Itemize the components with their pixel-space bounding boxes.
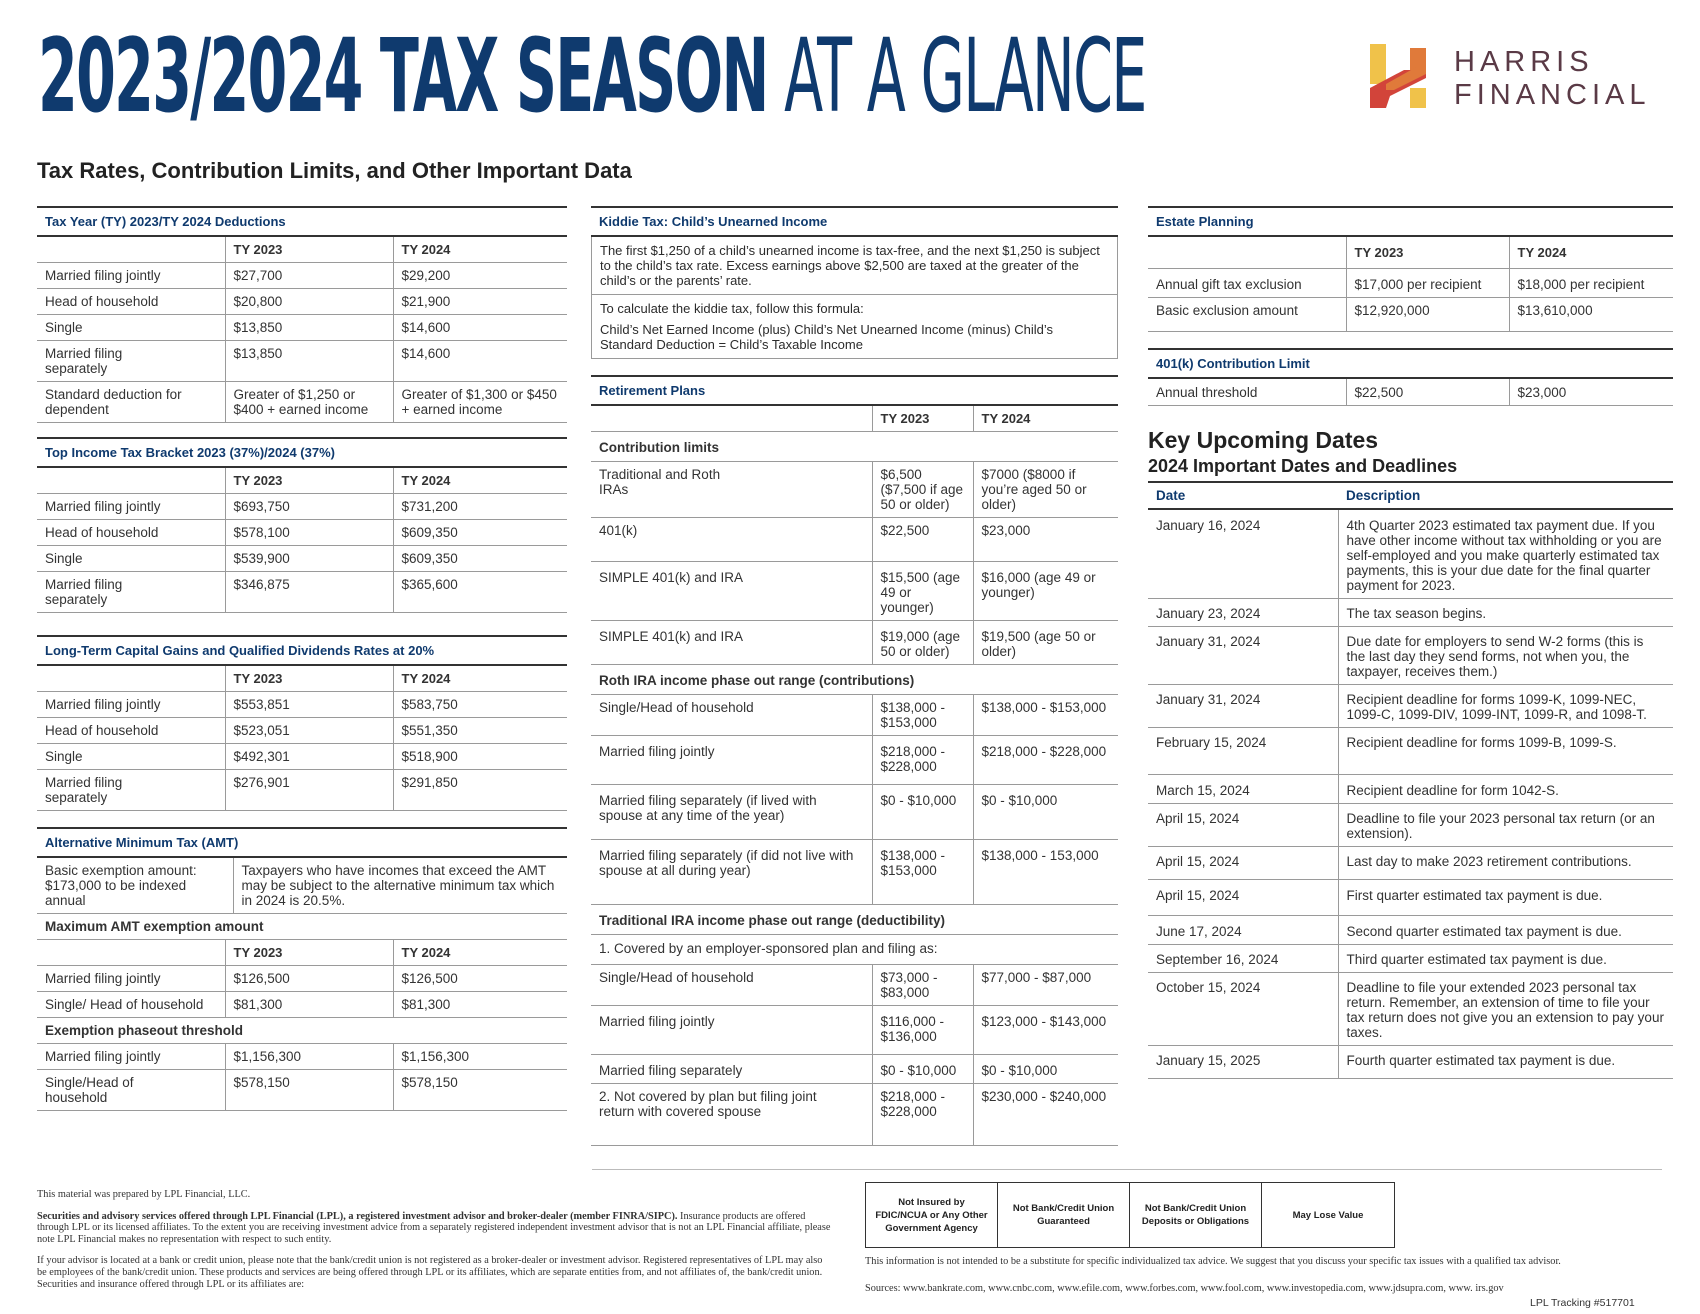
- dates-table: [1148, 481, 1673, 1079]
- page-title: [38, 17, 1146, 136]
- table-row: Married filing separately $276,901 $291,850: [37, 770, 567, 811]
- table-row: Annual threshold $22,500 $23,000: [1148, 379, 1673, 406]
- table-header-row: TY 2023 TY 2024: [37, 468, 567, 494]
- amt-basic-left: Basic exemption amount: $173,000 to be indexed annual: [37, 858, 233, 914]
- table-row: April 15, 2024 Deadline to file your 2023 personal tax return (or an extension).: [1148, 804, 1673, 847]
- roth-label-row: Roth IRA income phase out range (contributions): [591, 665, 1118, 695]
- table-row: Single $13,850 $14,600: [37, 315, 567, 341]
- amt-title: Alternative Minimum Tax (AMT): [37, 827, 567, 858]
- tracking-number: LPL Tracking #517701: [1530, 1297, 1635, 1309]
- badge-not-guaranteed: Not Bank/Credit Union Guaranteed: [998, 1183, 1130, 1247]
- table-row: January 31, 2024 Recipient deadline for forms 1099-K, 1099-NEC, 1099-C, 1099-DIV, 1099-INT, 1099-R, and 1098-T.: [1148, 685, 1673, 728]
- table-row: February 15, 2024 Recipient deadline for forms 1099-B, 1099-S.: [1148, 728, 1673, 775]
- logo-h-icon: [1364, 44, 1432, 108]
- table-row: April 15, 2024 First quarter estimated tax payment is due.: [1148, 880, 1673, 916]
- table-row: Standard deduction for dependent Greater of $1,250 or $400 + earned income Greater of $1,300 or $450 + earned income: [37, 382, 567, 423]
- table-row: January 16, 2024 4th Quarter 2023 estimated tax payment due. If you have other income without tax withholding or you are self-employed and you make quarterly estimated tax payments, this is your due date for the final quarter payment for 2023.: [1148, 509, 1673, 599]
- prepared-note: This material was prepared by LPL Financial, LLC.: [37, 1189, 251, 1200]
- key-dates-title: Key Upcoming Dates: [1148, 427, 1379, 453]
- kiddie-box: [591, 237, 1118, 359]
- table-row: Married filing jointly $1,156,300 $1,156,300: [37, 1044, 567, 1070]
- top-bracket-title: Top Income Tax Bracket 2023 (37%)/2024 (37%): [37, 437, 567, 468]
- table-header-row: TY 2023 TY 2024: [1148, 237, 1673, 269]
- kiddie-title: Kiddie Tax: Child’s Unearned Income: [591, 206, 1118, 237]
- table-header-row: TY 2023 TY 2024: [37, 940, 567, 966]
- table-row: Married filing jointly $116,000 - $136,000 $123,000 - $143,000: [591, 1006, 1118, 1055]
- badge-not-insured: Not Insured by FDIC/NCUA or Any Other Government Agency: [866, 1183, 998, 1247]
- k401-table: [1148, 379, 1673, 406]
- footer-legal: [37, 1189, 832, 1300]
- table-row: March 15, 2024 Recipient deadline for form 1042-S.: [1148, 775, 1673, 804]
- table-row: Married filing separately (if lived with spouse at any time of the year) $0 - $10,000 $0 - $10,000: [591, 785, 1118, 840]
- table-row: Single/Head of household $73,000 - $83,000 $77,000 - $87,000: [591, 965, 1118, 1006]
- column-right: [1148, 206, 1673, 1079]
- kiddie-paragraph-1: The first $1,250 of a child’s unearned income is tax-free, and the next $1,250 is subject to the child’s tax rate. Excess earnings above $2,500 are taxed at the greater of the child’s or the parents’ rate.: [592, 237, 1117, 295]
- table-row: Married filing separately $13,850 $14,600: [37, 341, 567, 382]
- key-dates-subtitle: 2024 Important Dates and Deadlines: [1148, 456, 1458, 476]
- securities-note: Securities and advisory services offered through LPL Financial (LPL), a registered investment advisor and broker-dealer (member FINRA/SIPC). Insurance products are offered through LPL or its licensed affiliates. To the extent you are receiving investment advice from a separately registered independent investment advisor that is not an LPL Financial affiliate, please note LPL Financial makes no representation with respect to such entity.: [37, 1210, 831, 1245]
- table-row: Married filing separately $346,875 $365,600: [37, 572, 567, 613]
- table-row: Annual gift tax exclusion $17,000 per recipient $18,000 per recipient: [1148, 269, 1673, 298]
- table-row: Married filing jointly $27,700 $29,200: [37, 263, 567, 289]
- table-row: Married filing jointly $553,851 $583,750: [37, 692, 567, 718]
- table-row: January 23, 2024 The tax season begins.: [1148, 599, 1673, 627]
- retirement-title: Retirement Plans: [591, 375, 1118, 406]
- tax-advice-disclaimer: This information is not intended to be a substitute for specific individualized tax advice. We suggest that you discuss your specific tax issues with a qualified tax advisor.: [865, 1256, 1561, 1267]
- top-bracket-table: [37, 468, 567, 613]
- table-row: 401(k) $22,500 $23,000: [591, 518, 1118, 562]
- capital-gains-table: [37, 666, 567, 811]
- trad-sub-row: 1. Covered by an employer-sponsored plan and filing as:: [591, 935, 1118, 965]
- deductions-table: [37, 237, 567, 423]
- logo-line1: HARRIS: [1454, 46, 1594, 78]
- table-row: Single/ Head of household $81,300 $81,300: [37, 992, 567, 1018]
- trad-label-row: Traditional IRA income phase out range (deductibility): [591, 905, 1118, 935]
- harris-financial-logo: [1364, 44, 1664, 114]
- table-row: Single/Head of household $578,150 $578,150: [37, 1070, 567, 1111]
- estate-title: Estate Planning: [1148, 206, 1673, 237]
- table-row: June 17, 2024 Second quarter estimated tax payment is due.: [1148, 916, 1673, 945]
- deductions-title: Tax Year (TY) 2023/TY 2024 Deductions: [37, 206, 567, 237]
- title-light: AT A GLANCE: [767, 17, 1146, 136]
- table-row: Married filing jointly $218,000 - $228,000 $218,000 - $228,000: [591, 736, 1118, 785]
- table-row: Single/Head of household $138,000 - $153,000 $138,000 - $153,000: [591, 695, 1118, 736]
- sources-line: Sources: www.bankrate.com, www.cnbc.com, www.efile.com, www.forbes.com, www.fool.com, www.investopedia.com, www.jdsupra.com, www. irs.gov: [865, 1283, 1504, 1294]
- table-row: Single $492,301 $518,900: [37, 744, 567, 770]
- footer-divider: [592, 1169, 1662, 1170]
- badge-not-deposits: Not Bank/Credit Union Deposits or Obligations: [1130, 1183, 1262, 1247]
- table-row: October 15, 2024 Deadline to file your extended 2023 personal tax return. Remember, an extension of time to file your tax return does not give you an extension to pay your taxes.: [1148, 973, 1673, 1046]
- table-row: Married filing jointly $693,750 $731,200: [37, 494, 567, 520]
- estate-table: [1148, 237, 1673, 332]
- table-row: Head of household $523,051 $551,350: [37, 718, 567, 744]
- table-row: Head of household $578,100 $609,350: [37, 520, 567, 546]
- table-row: SIMPLE 401(k) and IRA $15,500 (age 49 or younger) $16,000 (age 49 or younger): [591, 562, 1118, 621]
- column-middle: [591, 206, 1118, 1146]
- key-dates-section: [1148, 427, 1673, 477]
- table-row: Traditional and Roth IRAs $6,500 ($7,500 if age 50 or older) $7000 ($8000 if you’re aged 50 or older): [591, 462, 1118, 518]
- table-row: January 31, 2024 Due date for employers to send W-2 forms (this is the last day they send forms, not when you, the taxpayer, receives them.): [1148, 627, 1673, 685]
- column-left: [37, 206, 567, 1111]
- amt-max-label-row: Maximum AMT exemption amount: [37, 914, 567, 940]
- bank-note: If your advisor is located at a bank or credit union, please note that the bank/credit union is not registered as a broker-dealer or investment advisor. Registered representatives of LPL may also be employees of the bank/credit union. These products and services are being offered through LPL or its affiliates, which are separate entities from, and not affiliates of, the bank/credit union. Securities and insurance offered through LPL or its affiliates are:: [37, 1255, 823, 1290]
- logo-line2: FINANCIAL: [1454, 79, 1651, 111]
- amt-max-table: [37, 914, 567, 1111]
- table-row: Married filing jointly $126,500 $126,500: [37, 966, 567, 992]
- badge-may-lose-value: May Lose Value: [1292, 1209, 1364, 1221]
- retirement-table: [591, 406, 1118, 1146]
- table-row: April 15, 2024 Last day to make 2023 retirement contributions.: [1148, 847, 1673, 880]
- table-row: 2. Not covered by plan but filing joint return with covered spouse $218,000 - $228,000 $230,000 - $240,000: [591, 1084, 1118, 1146]
- table-header-row: TY 2023 TY 2024: [37, 237, 567, 263]
- table-row: Married filing separately (if did not live with spouse at all during year) $138,000 - $153,000 $138,000 - 153,000: [591, 840, 1118, 905]
- table-header-row: TY 2023 TY 2024: [591, 406, 1118, 432]
- table-row: Head of household $20,800 $21,900: [37, 289, 567, 315]
- table-header-row: TY 2023 TY 2024: [37, 666, 567, 692]
- amt-phaseout-label-row: Exemption phaseout threshold: [37, 1018, 567, 1044]
- table-row: September 16, 2024 Third quarter estimated tax payment is due.: [1148, 945, 1673, 973]
- table-row: January 15, 2025 Fourth quarter estimated tax payment is due.: [1148, 1046, 1673, 1079]
- table-row: [37, 858, 567, 914]
- table-row: Single $539,900 $609,350: [37, 546, 567, 572]
- kiddie-formula: Child’s Net Earned Income (plus) Child’s Net Unearned Income (minus) Child’s Standard Deduction = Child’s Taxable Income: [600, 322, 1054, 352]
- title-bold: 2023/2024 TAX SEASON: [38, 17, 768, 136]
- kiddie-paragraph-2: To calculate the kiddie tax, follow this formula:: [600, 301, 864, 316]
- insurance-badges: [865, 1182, 1395, 1248]
- table-row: SIMPLE 401(k) and IRA $19,000 (age 50 or older) $19,500 (age 50 or older): [591, 621, 1118, 665]
- amt-basic-right: Taxpayers who have incomes that exceed the AMT may be subject to the alternative minimum tax which in 2024 is 20.5%.: [233, 858, 567, 914]
- capital-gains-title: Long-Term Capital Gains and Qualified Dividends Rates at 20%: [37, 635, 567, 666]
- table-header-row: Date Description: [1148, 482, 1673, 509]
- k401-title: 401(k) Contribution Limit: [1148, 348, 1673, 379]
- contrib-label-row: Contribution limits: [591, 432, 1118, 462]
- page-subtitle: Tax Rates, Contribution Limits, and Other Important Data: [37, 158, 632, 183]
- table-row: Basic exclusion amount $12,920,000 $13,610,000: [1148, 298, 1673, 332]
- amt-basic-table: [37, 858, 567, 914]
- table-row: Married filing separately $0 - $10,000 $0 - $10,000: [591, 1055, 1118, 1084]
